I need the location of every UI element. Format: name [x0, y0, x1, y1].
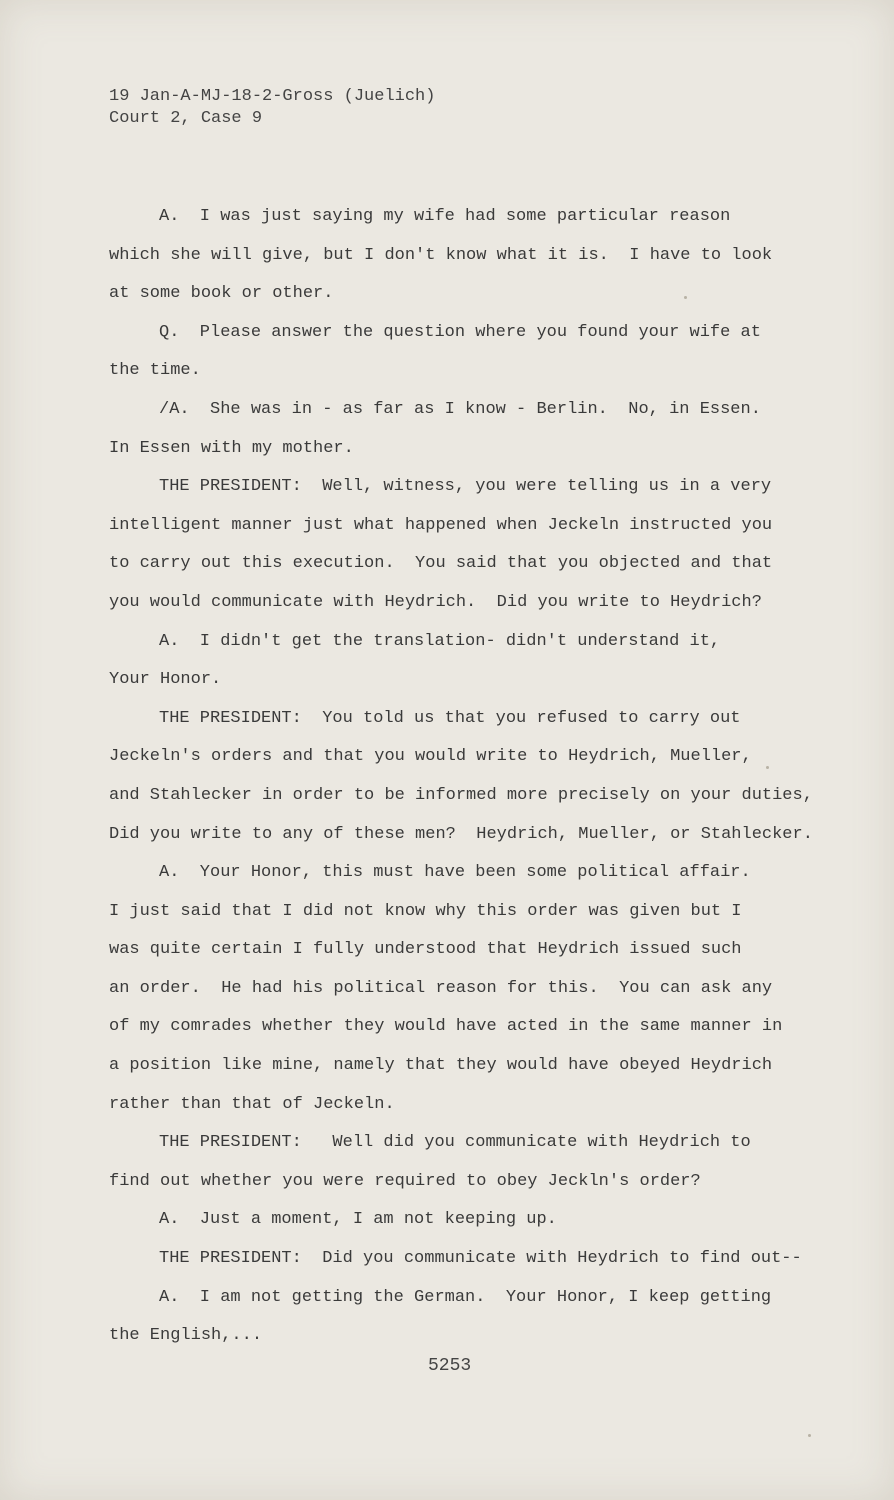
transcript-line: to carry out this execution. You said that you objected and that — [109, 554, 773, 574]
transcript-line: A. I was just saying my wife had some particular reason — [159, 207, 731, 226]
transcript-line: Q. Please answer the question where you found your wife at — [159, 322, 761, 342]
transcript-line: at some book or other. — [109, 284, 334, 304]
transcript-line: rather than that of Jeckeln. — [109, 1094, 395, 1114]
transcript-line: of my comrades whether they would have acted in the same manner in — [109, 1017, 783, 1037]
paper-speck — [766, 766, 769, 769]
transcript-body — [109, 198, 813, 1356]
page-number: 5253 — [428, 1356, 472, 1376]
transcript-line: THE PRESIDENT: Well did you communicate with Heydrich to — [159, 1133, 751, 1153]
transcript-line: an order. He had his political reason for this. You can ask any — [109, 978, 773, 998]
transcript-line: /A. She was in - as far as I know - Berlin. No, in Essen. — [159, 399, 761, 419]
transcript-line: you would communicate with Heydrich. Did you write to Heydrich? — [109, 592, 762, 612]
transcript-line: A. Your Honor, this must have been some political affair. — [159, 863, 751, 883]
transcript-line: In Essen with my mother. — [109, 438, 354, 458]
transcript-line: the time. — [109, 361, 201, 381]
transcript-line: intelligent manner just what happened when Jeckeln instructed you — [109, 515, 773, 535]
transcript-line: A. I am not getting the German. Your Honor, I keep getting — [159, 1287, 772, 1307]
transcript-line: a position like mine, namely that they would have obeyed Heydrich — [109, 1056, 773, 1076]
transcript-line: Did you write to any of these men? Heydrich, Mueller, or Stahlecker. — [109, 824, 813, 844]
transcript-line: THE PRESIDENT: Well, witness, you were telling us in a very — [159, 477, 772, 497]
transcript-line: Your Honor. — [109, 670, 222, 690]
transcript-line: the English,... — [109, 1326, 263, 1346]
header-line-2: Court 2, Case 9 — [109, 109, 263, 128]
paper-speck — [808, 1434, 811, 1437]
transcript-line: A. I didn't get the translation- didn't understand it, — [159, 631, 721, 651]
transcript-line: which she will give, but I don't know what it is. I have to look — [109, 245, 773, 265]
document-header — [109, 86, 435, 130]
transcript-line: THE PRESIDENT: Did you communicate with Heydrich to find out-- — [159, 1249, 802, 1269]
transcript-line: and Stahlecker in order to be informed more precisely on your duties, — [109, 785, 813, 805]
transcript-line: I just said that I did not know why this order was given but I — [109, 901, 742, 921]
paper-speck — [684, 296, 687, 299]
transcript-line: Jeckeln's orders and that you would write to Heydrich, Mueller, — [109, 747, 752, 767]
header-line-1: 19 Jan-A-MJ-18-2-Gross (Juelich) — [109, 87, 436, 106]
transcript-line: THE PRESIDENT: You told us that you refused to carry out — [159, 708, 741, 728]
transcript-line: find out whether you were required to obey Jeckln's order? — [109, 1171, 701, 1191]
transcript-line: A. Just a moment, I am not keeping up. — [159, 1210, 557, 1230]
transcript-line: was quite certain I fully understood that Heydrich issued such — [109, 940, 742, 960]
